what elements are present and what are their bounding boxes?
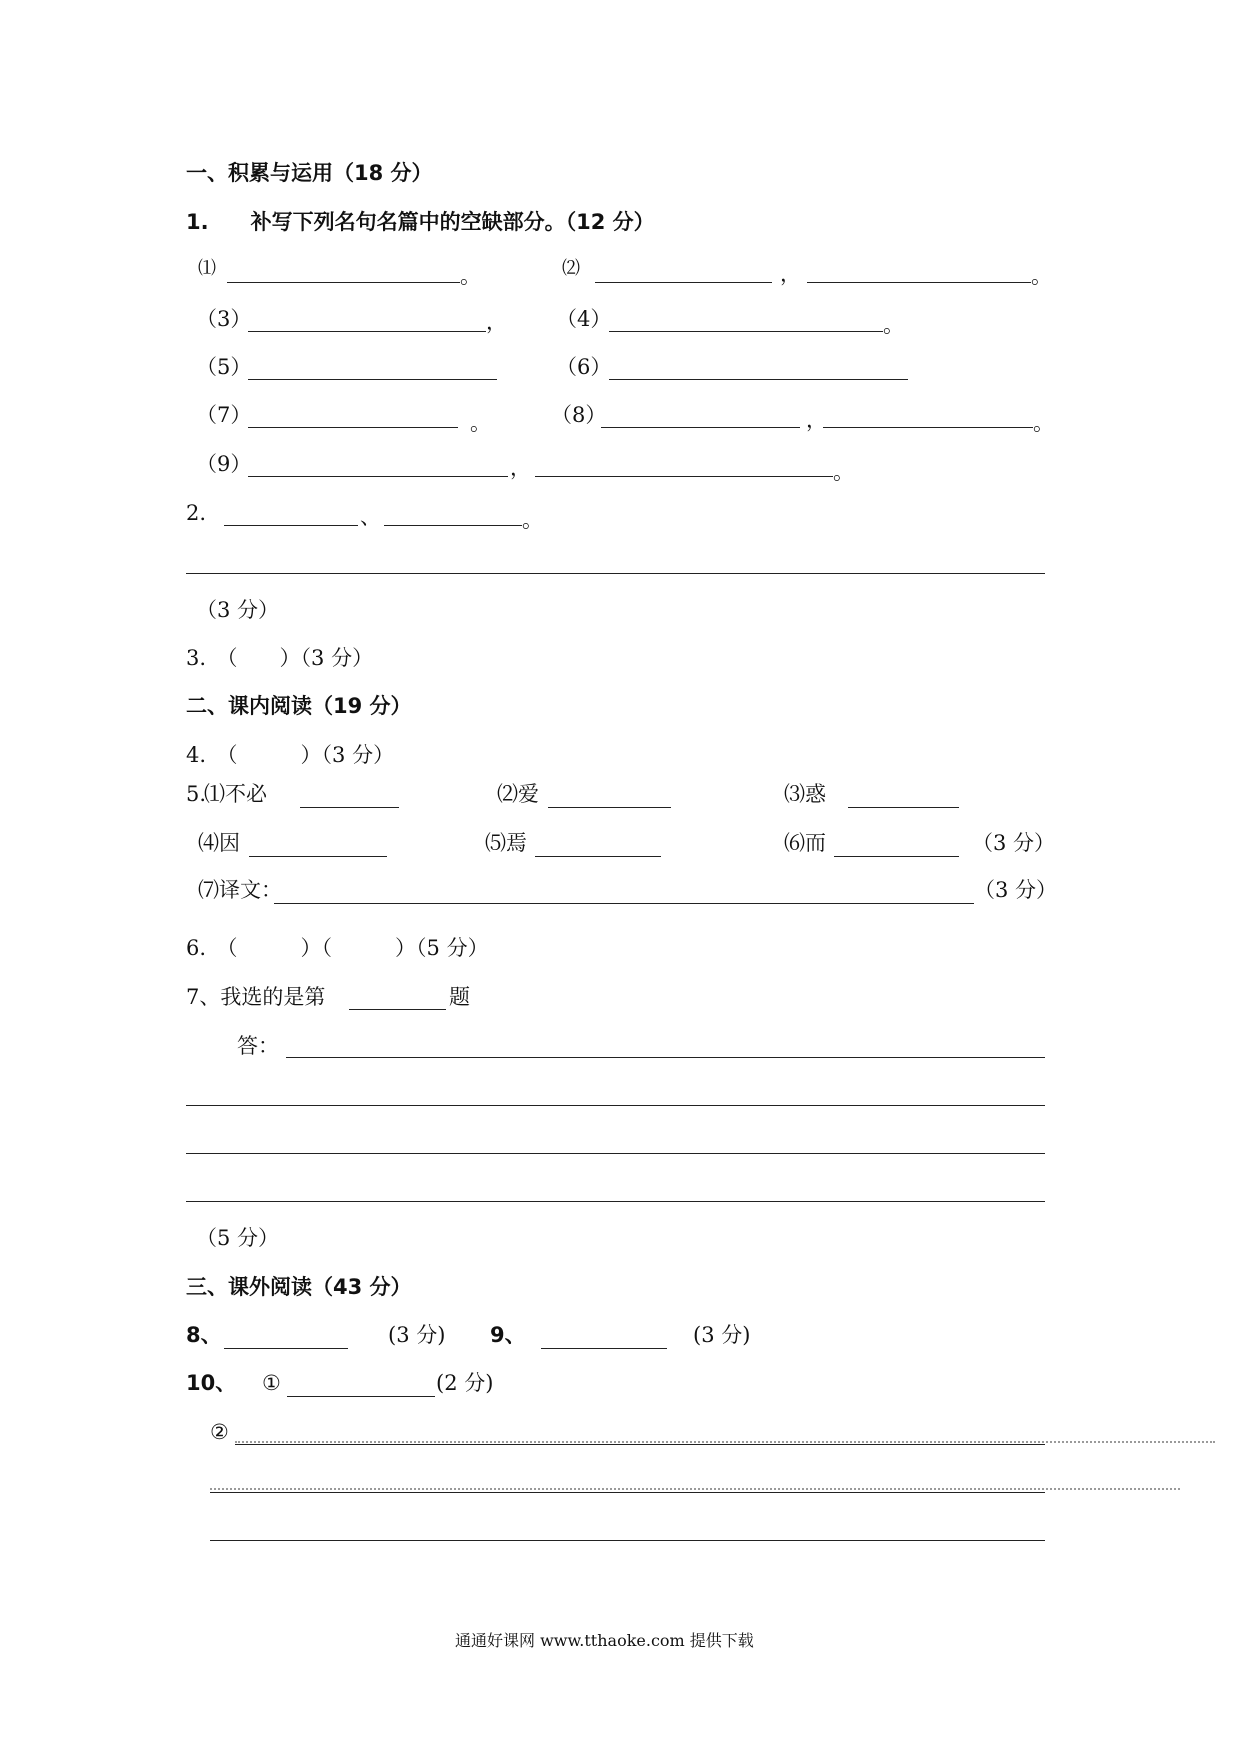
section-1-title: 一、积累与运用（18 分）: [186, 161, 433, 185]
q1-comma-3: ，: [486, 310, 507, 334]
q1-period-8: 。: [1033, 411, 1054, 435]
q10-label: 10、: [186, 1371, 237, 1395]
q7-answer-label: 答：: [237, 1034, 279, 1058]
q4-label: 4. （ ）（3 分）: [186, 743, 395, 767]
q9-score: (3 分): [693, 1323, 751, 1347]
q1-item-3-number: （3）: [196, 307, 252, 331]
q2-period: 。: [522, 508, 543, 532]
q10-answer-line-3[interactable]: [210, 1540, 1045, 1541]
q1-title: 1. 补写下列名句名篇中的空缺部分。（12 分）: [186, 210, 655, 234]
q2-blank-1[interactable]: [224, 525, 358, 526]
q10-dotted-guide-1: [235, 1441, 1215, 1443]
q1-period-7: 。: [470, 411, 491, 435]
q5-part-1-label: ⑴不必: [204, 782, 267, 806]
q1-item-5-number: （5）: [196, 355, 252, 379]
q10-answer-line-1[interactable]: [235, 1444, 1045, 1445]
q10-answer-line-2[interactable]: [210, 1492, 1045, 1493]
q8-label: 8、: [186, 1323, 222, 1347]
q2-score: （3 分）: [196, 598, 280, 622]
q1-item-4-number: （4）: [556, 307, 612, 331]
q7-label-suffix: 题: [449, 985, 470, 1009]
q3-label: 3. （ ）（3 分）: [186, 646, 374, 670]
q1-blank-1[interactable]: [227, 282, 460, 283]
q1-item-6-number: （6）: [556, 355, 612, 379]
footer-text: 通通好课网 www.tthaoke.com 提供下载: [455, 1631, 754, 1650]
q5-translation-blank[interactable]: [274, 903, 974, 904]
q8-score: (3 分): [388, 1323, 446, 1347]
q1-item-7-number: （7）: [196, 403, 252, 427]
q5-part-6-label: ⑹而: [784, 831, 826, 855]
q1-comma-8: ，: [806, 408, 827, 432]
q5-part-5-label: ⑸焉: [485, 831, 527, 855]
q7-answer-line-4[interactable]: [186, 1201, 1045, 1202]
q1-blank-9b[interactable]: [535, 476, 833, 477]
q2-separator: 、: [360, 505, 381, 529]
q1-comma-9: ，: [510, 456, 531, 480]
q1-blank-4[interactable]: [609, 331, 883, 332]
q5-score-1: （3 分）: [972, 831, 1056, 855]
q5-part-7-label: ⑺译文：: [198, 878, 282, 902]
q2-answer-line[interactable]: [186, 573, 1045, 574]
q5-blank-4[interactable]: [249, 856, 387, 857]
q5-part-3-label: ⑶惑: [784, 782, 826, 806]
q7-answer-line-1[interactable]: [286, 1057, 1045, 1058]
q5-part-2-label: ⑵爱: [497, 782, 539, 806]
section-2-title: 二、课内阅读（19 分）: [186, 694, 412, 718]
q10-blank-1[interactable]: [287, 1396, 435, 1397]
q1-item-8-number: （8）: [551, 403, 607, 427]
q5-blank-6[interactable]: [834, 856, 959, 857]
q1-blank-9a[interactable]: [248, 476, 508, 477]
q1-blank-3[interactable]: [248, 331, 486, 332]
q1-blank-2b[interactable]: [807, 282, 1031, 283]
q1-blank-6[interactable]: [609, 379, 908, 380]
q7-answer-line-2[interactable]: [186, 1105, 1045, 1106]
q1-blank-7[interactable]: [248, 427, 458, 428]
q1-item-9-number: （9）: [196, 452, 252, 476]
q2-blank-2[interactable]: [384, 525, 522, 526]
q7-label: 7、我选的是第: [186, 985, 326, 1009]
q5-part-4-label: ⑷因: [198, 831, 240, 855]
q1-period-4: 。: [883, 313, 904, 337]
q9-blank[interactable]: [541, 1348, 667, 1349]
q5-score-2: （3 分）: [974, 878, 1058, 902]
q1-blank-8b[interactable]: [823, 427, 1033, 428]
q10-part-1-score: (2 分): [436, 1371, 494, 1395]
q5-blank-3[interactable]: [848, 807, 959, 808]
q1-item-1-number: ⑴: [198, 258, 216, 279]
q1-period-2: 。: [1031, 264, 1052, 288]
q8-blank[interactable]: [224, 1348, 348, 1349]
q5-blank-5[interactable]: [535, 856, 661, 857]
q1-period-1: 。: [460, 264, 481, 288]
q10-part-2-marker: ②: [210, 1420, 229, 1444]
q9-label: 9、: [490, 1323, 526, 1347]
q7-answer-line-3[interactable]: [186, 1153, 1045, 1154]
q1-item-2-number: ⑵: [562, 258, 580, 279]
section-3-title: 三、课外阅读（43 分）: [186, 1275, 412, 1299]
q5-blank-1[interactable]: [300, 807, 399, 808]
q6-label: 6. （ ）（ ）（5 分）: [186, 936, 489, 960]
q1-comma-2: ，: [780, 262, 801, 286]
q5-blank-2[interactable]: [548, 807, 671, 808]
q7-number-blank[interactable]: [349, 1009, 446, 1010]
q1-blank-5[interactable]: [248, 379, 497, 380]
q2-label: 2.: [186, 501, 207, 525]
q10-dotted-guide-2: [210, 1488, 1180, 1490]
q7-score: （5 分）: [196, 1226, 280, 1250]
q1-blank-2a[interactable]: [595, 282, 772, 283]
q10-part-1-marker: ①: [262, 1371, 281, 1395]
q1-blank-8a[interactable]: [601, 427, 800, 428]
q5-label: 5.: [186, 782, 207, 806]
q1-period-9: 。: [833, 460, 854, 484]
